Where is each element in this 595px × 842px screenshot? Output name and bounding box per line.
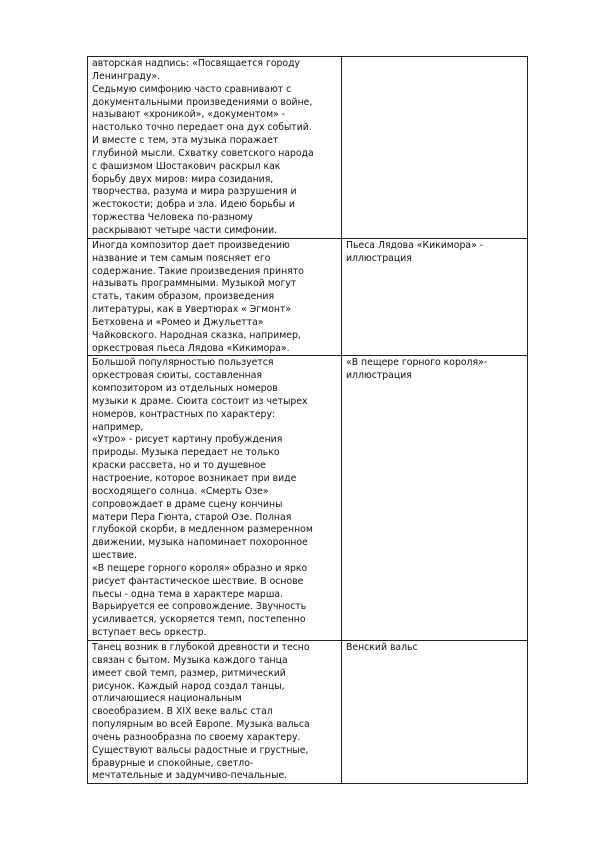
text-line: торжества Человека по-разному (92, 212, 253, 224)
illustration-cell (342, 238, 528, 356)
text-line: стать, таким образом, произведения (92, 291, 275, 303)
text-line: краски рассвета, но и то душевное (92, 460, 266, 472)
text-line: связан с бытом. Музыка каждого танца (92, 654, 288, 666)
illustration-text-line: иллюстрация (346, 370, 412, 382)
text-line: настроение, которое возникает при виде (92, 473, 297, 484)
text-line: содержание. Такие произведения принято (92, 265, 304, 277)
text-line: усиливается, ускоряется темп, постепенно (92, 614, 306, 626)
illustration-cell (342, 57, 528, 239)
text-line: название и тем самым поясняет его (92, 252, 271, 264)
text-line: называть программными. Музыкой могут (92, 278, 297, 290)
text-line: Существуют вальсы радостные и грустные, (92, 744, 309, 756)
illustration-text-line: Пьеса Лядова «Кикимора» - (346, 239, 484, 251)
description-cell (88, 57, 342, 239)
text-line: раскрывают четыре части симфонии. (92, 224, 278, 236)
text-line: шествие. (92, 550, 137, 562)
text-line: Большой популярностью пользуется (92, 357, 274, 369)
text-line: своеобразием. В XIX веке вальс стал (92, 706, 273, 718)
text-line: рисунок. Каждый народ создал танцы, (92, 680, 285, 692)
text-line: Варьируется ее сопровождение. Звучность (92, 601, 307, 613)
illustration-text-line: «В пещере горного короля»- (346, 357, 488, 369)
text-line: восходящего солнца. «Смерть Озе» (92, 485, 269, 497)
text-line: Седьмую симфонию часто сравнивают с (92, 83, 292, 95)
text-line: «В пещере горного короля» образно и ярко (92, 562, 308, 574)
text-line: с фашизмом Шостакович раскрыл как (92, 160, 281, 172)
text-line: жестокости; добра и зла. Идею борьбы и (92, 199, 295, 211)
text-line: номеров, контрастных по характеру: (92, 408, 276, 420)
text-line: музыки к драме. Сюита состоит из четырех (92, 395, 308, 407)
text-line: творчества, разума и мира разрушения и (92, 186, 297, 198)
description-cell (88, 640, 342, 783)
text-line: природы. Музыка передает не только (92, 447, 280, 459)
text-line: популярным во всей Европе. Музыка вальса (92, 719, 310, 731)
text-line: например, (92, 421, 144, 433)
text-line: отличающиеся национальным (92, 693, 242, 705)
text-line: авторская надпись: «Посвящается городу (92, 58, 301, 69)
table-row-symphony (88, 57, 528, 239)
description-cell (88, 238, 342, 356)
text-line: очень разнообразна по своему характеру. (92, 731, 301, 743)
text-line: борьбу двух миров: мира созидания, (92, 173, 274, 185)
text-line: Чайковского. Народная сказка, например, (92, 329, 301, 341)
text-line: пьесы - одна тема в характере марша. (92, 588, 283, 600)
table-row-program-music (88, 238, 528, 356)
content-table (87, 56, 528, 784)
text-line: движении, музыка напоминает похоронное (92, 537, 308, 549)
table-row-waltz (88, 640, 528, 783)
text-line: И вместе с тем, эта музыка поражает (92, 135, 279, 147)
illustration-cell (342, 356, 528, 641)
text-line: композитором из отдельных номеров (92, 383, 278, 395)
illustration-text-line: иллюстрация (346, 252, 412, 264)
text-line: рисует фантастическое шествие. В основе (92, 575, 304, 587)
table-row-suite (88, 356, 528, 641)
text-line: матери Пера Гюнта, старой Озе. Полная (92, 511, 292, 523)
text-line: бравурные и спокойные, светло- (92, 757, 254, 769)
text-line: называют «хроникой», «документом» - (92, 109, 286, 121)
description-cell (88, 356, 342, 641)
illustration-text-line: Венский вальс (346, 641, 418, 653)
illustration-cell (342, 640, 528, 783)
text-line: имеет свой темп, размер, ритмический (92, 667, 286, 679)
text-line: Танец возник в глубокой древности и тесно (92, 641, 310, 653)
text-line: настолько точно передает она дух событий. (92, 122, 312, 134)
text-line: «Утро» - рисует картину пробуждения (92, 434, 283, 446)
text-line: глубокой скорби, в медленном размеренном (92, 524, 313, 536)
text-line: сопровождает в драме сцену кончины (92, 498, 283, 510)
text-line: оркестровая сюиты, составленная (92, 370, 263, 382)
text-line: Иногда композитор дает произведению (92, 239, 290, 251)
text-line: документальными произведениями о войне, (92, 96, 313, 108)
text-line: глубиной мысли. Схватку советского народа (92, 147, 314, 159)
text-line: мечтательные и задумчиво-печальные. (92, 770, 288, 782)
text-line: вступает весь оркестр. (92, 627, 207, 639)
text-line: литературы, как в Увертюрах « Эгмонт» (92, 304, 292, 316)
text-line: Ленинграду». (92, 70, 160, 82)
text-line: Бетховена и «Ромео и Джульетта» (92, 316, 264, 328)
text-line: оркестровая пьеса Лядова «Кикимора». (92, 342, 290, 354)
